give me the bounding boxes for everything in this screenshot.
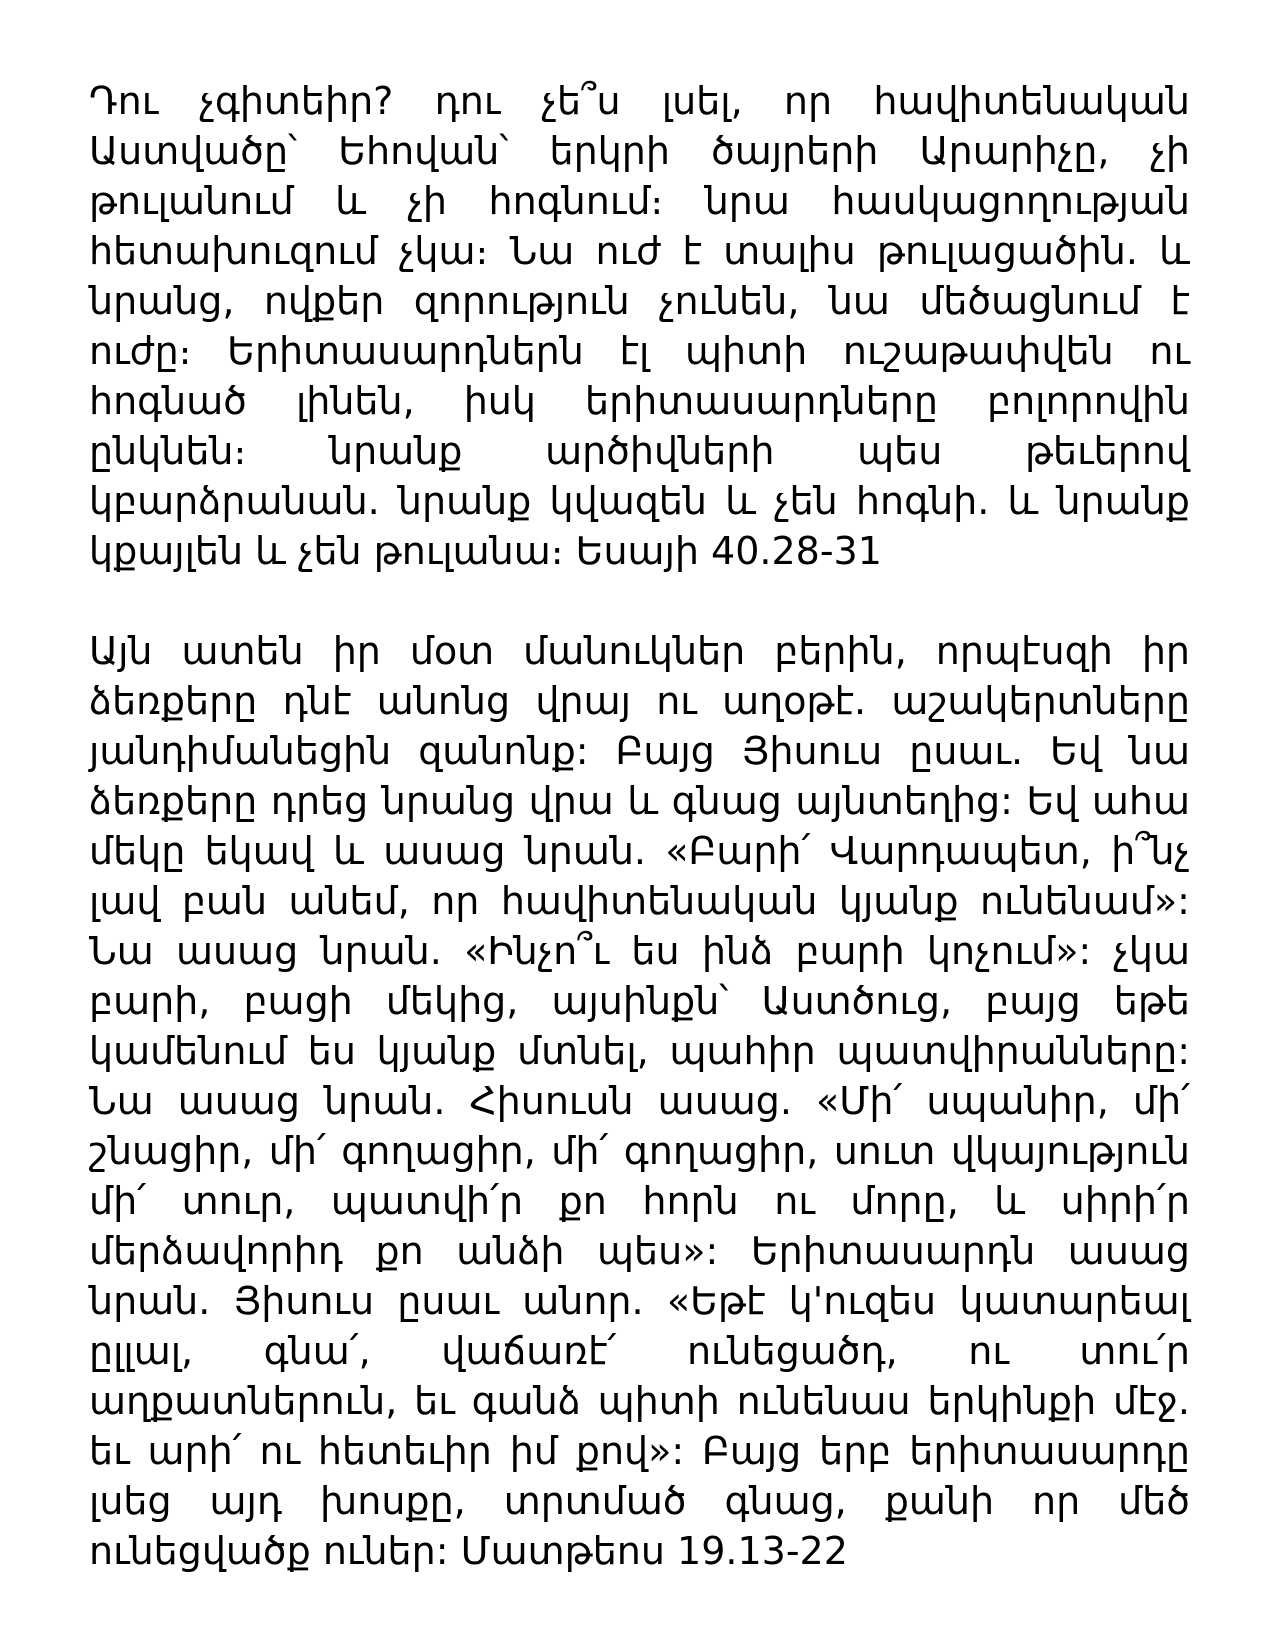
paragraph-matthew: Այն ատեն իր մօտ մանուկներ բերին, որպէսզի իր ձեռքերը դնէ անոնց վրայ ու աղօթէ. աշակերտները յանդիմանեցին զանոնք: Բայց Յիսուս ըսաւ. Եվ նա ձեռքերը դրեց նրանց վրա և գնաց այնտեղից: Եվ ահա մեկը եկավ և ասաց նրան. «Բարի՛ Վարդապետ, ի՞նչ լավ բան անեմ, որ հավիտենական կյանք ունենամ»: Նա ասաց նրան. «Ինչո՞ւ ես ինձ բարի կոչում»: չկա բարի, բացի մեկից, այսինքն՝ Աստծուց, բայց եթե կամենում ես կյանք մտնել, պահիր պատվիրանները: Նա ասաց նրան. Հիսուսն ասաց. «Մի՛ սպանիր, մի՛ շնացիր, մի՛ գողացիր, մի՛ գողացիր, սուտ վկայություն մի՛ տուր, պատվի՛ր քո հորն ու մորը, և սիրի՛ր մերձավորիդ քո անձի պես»: Երիտասարդն ասաց նրան. Յիսուս ըսաւ անոր. «Եթէ կ'ուզես կատարեալ ըլլալ, գնա՛, վաճառէ՛ ունեցածդ, ու տու՛ր աղքատներուն, եւ գանձ պիտի ունենաս երկինքի մէջ. եւ արի՛ ու հետեւիր իմ քով»: Բայց երբ երիտասարդը լսեց այդ խոսքը, տրտմած գնաց, քանի որ մեծ ունեցվածք ուներ: Մատթեոս 19.13-22: [89, 629, 1190, 1573]
document-page: [89, 76, 1190, 1576]
paragraph-isaiah: Դու չգիտեիր? դու չե՞ս լսել, որ հավիտենական Աստվածը՝ Եհովան՝ երկրի ծայրերի Արարիչը, չի թուլանում և չի հոգնում։ նրա հասկացողության հետախուզում չկա։ Նա ուժ է տալիս թուլացածին. և նրանց, ովքեր զորություն չունեն, նա մեծացնում է ուժը։ Երիտասարդներն էլ պիտի ուշաթափվեն ու հոգնած լինեն, իսկ երիտասարդները բոլորովին ընկնեն։ նրանք արծիվների պես թեւերով կբարձրանան. նրանք կվազեն և չեն հոգնի. և նրանք կքայլեն և չեն թուլանա։ Եսայի 40.28-31: [89, 79, 1190, 573]
